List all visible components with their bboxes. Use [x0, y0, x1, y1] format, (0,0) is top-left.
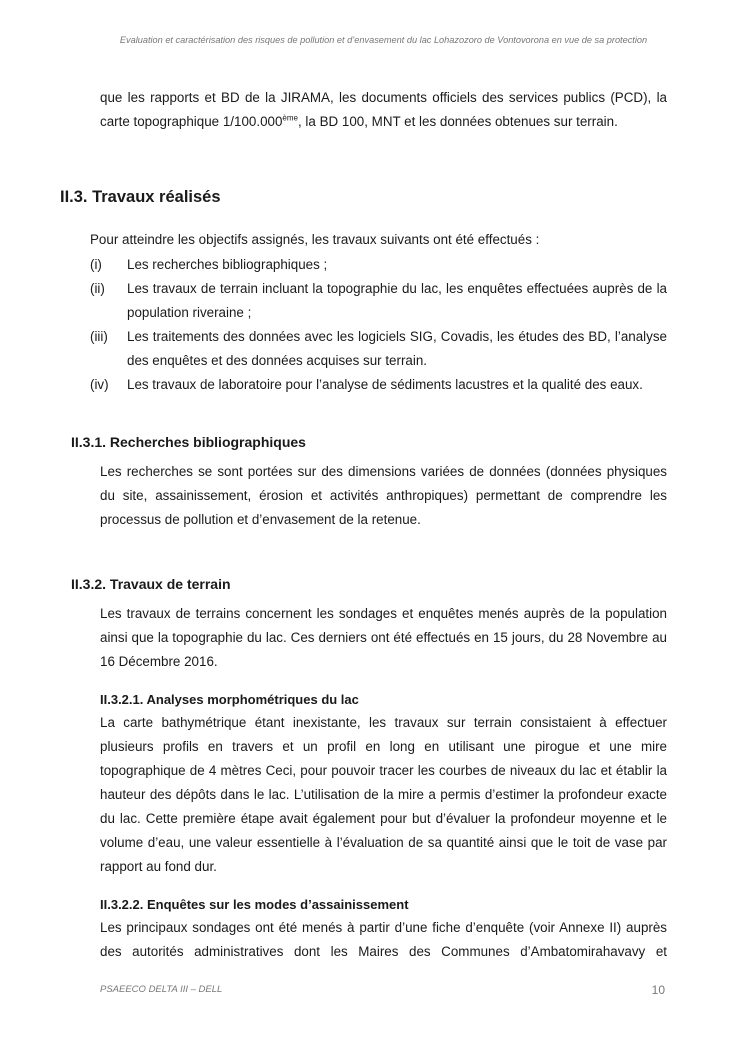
section-2-3-lead: Pour atteindre les objectifs assignés, les travaux suivants ont été effectués :: [90, 232, 540, 247]
list-item-text: Les recherches bibliographiques ;: [127, 257, 328, 272]
section-2-3-2-paragraph: Les travaux de terrains concernent les sondages et enquêtes menés auprès de la population ainsi que la topographie du lac. Ces derniers ont été effectués en 15 jours, du 28 Novembre au 16 Décembre 2016.: [100, 606, 667, 669]
section-2-3-1-paragraph: Les recherches se sont portées sur des dimensions variées de données (données physiques du site, assainissement, érosion et activités anthropiques) permettant de comprendre les processus de pollution et d’envasement de la retenue.: [100, 464, 667, 527]
section-2-3-2-2-paragraph: Les principaux sondages ont été menés à partir d’une fiche d’enquête (voir Annexe II) auprès des autorités administratives dont les Maires des Communes d’Ambatomirahavavy et: [100, 920, 667, 959]
list-item: [90, 325, 667, 373]
page-number: 10: [651, 983, 665, 997]
intro-text-b: , la BD 100, MNT et les données obtenues sur terrain.: [297, 114, 618, 129]
list-item: [90, 277, 667, 325]
list-item-number: (i): [90, 257, 102, 272]
section-2-3-2-1-paragraph: La carte bathymétrique étant inexistante, les travaux sur terrain consistaient à effectuer plusieurs profils en travers et un profil en long en utilisant une pirogue et une mire topographique de 4 mètres Ceci, pour pouvoir tracer les courbes de niveaux du lac et établir la hauteur des dépôts dans le lac. L’utilisation de la mire a permis d’estimer la profondeur exacte du lac. Cette première étape avait également pour but d’évaluer la profondeur moyenne et le volume d’eau, une valeur essentielle à l’évaluation de sa quantité ainsi que le toit de vase par rapport au fond dur.: [100, 715, 667, 874]
list-item: [90, 373, 667, 397]
section-heading-2-3: II.3. Travaux réalisés: [60, 188, 221, 206]
intro-superscript: ème: [282, 113, 298, 123]
list-item-number: (ii): [90, 281, 105, 296]
list-item-text: Les travaux de terrain incluant la topographie du lac, les enquêtes effectuées auprès de la population riveraine ;: [127, 281, 667, 320]
section-heading-2-3-2-2: II.3.2.2. Enquêtes sur les modes d’assainissement: [100, 897, 409, 912]
list-item: [90, 253, 667, 277]
list-item-text: Les traitements des données avec les logiciels SIG, Covadis, les études des BD, l’analyse des enquêtes et des données acquises sur terrain.: [127, 329, 667, 368]
list-item-number: (iv): [90, 377, 109, 392]
intro-paragraph: [100, 86, 667, 134]
work-list: [90, 253, 667, 397]
intro-text-a: que les rapports et BD de la JIRAMA, les documents officiels des services publics (PCD), la carte topographique 1/100.000: [100, 90, 667, 129]
list-item-text: Les travaux de laboratoire pour l’analyse de sédiments lacustres et la qualité des eaux.: [127, 377, 643, 392]
footer-project-label: PSAEECO DELTA III – DELL: [100, 984, 223, 995]
running-header: Evaluation et caractérisation des risques de pollution et d’envasement du lac Lohazozoro de Vontovorona en vue de sa protection: [119, 35, 648, 45]
list-item-number: (iii): [90, 329, 108, 344]
section-heading-2-3-2-1: II.3.2.1. Analyses morphométriques du lac: [100, 692, 359, 707]
section-heading-2-3-1: II.3.1. Recherches bibliographiques: [71, 434, 306, 450]
section-heading-2-3-2: II.3.2. Travaux de terrain: [71, 576, 231, 592]
